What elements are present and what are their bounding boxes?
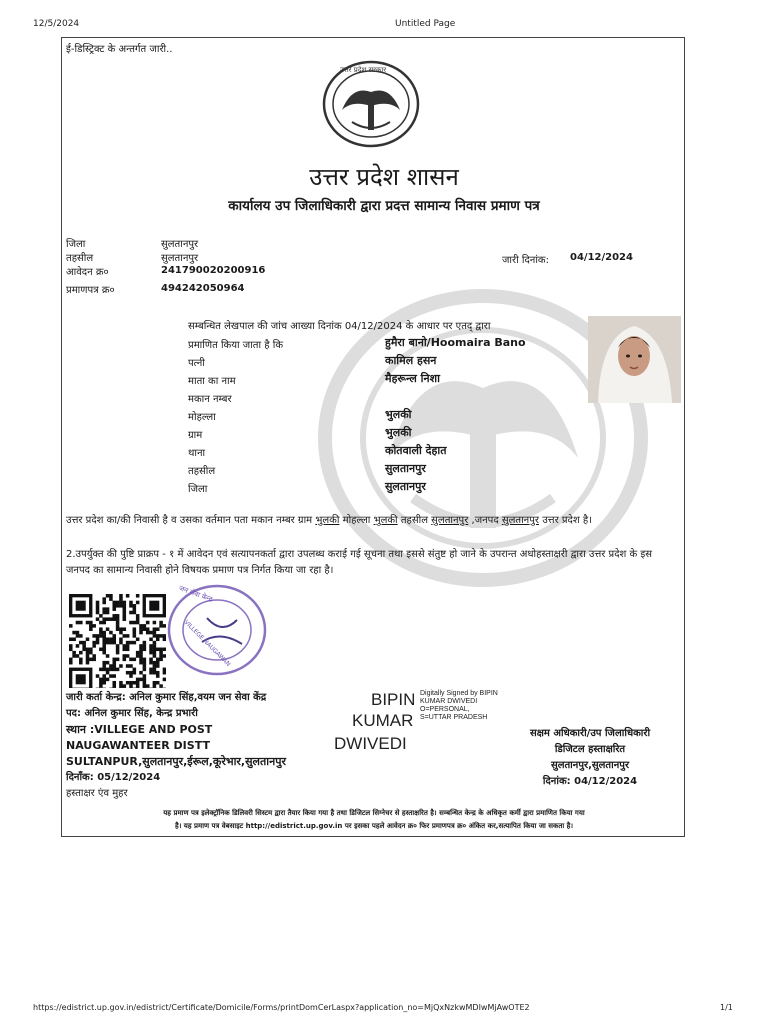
detail-police-station-label: थाना (188, 448, 206, 459)
emblem-caption: उत्तर प्रदेश सरकार (340, 66, 387, 74)
print-page-title: Untitled Page (395, 19, 456, 29)
issuer-date: दिनाँक: 05/12/2024 (66, 772, 161, 783)
issued-under-text: ई-डिस्ट्रिक्ट के अन्तर्गत जारी.. (66, 44, 173, 55)
detail-district-label: जिला (188, 484, 208, 495)
issue-date-label: जारी दिनांक: (502, 255, 549, 266)
certificate-subtitle: कार्यालय उप जिलाधिकारी द्वारा प्रदत्त सामान्य निवास प्रमाण पत्र (228, 198, 540, 214)
issuer-designation: पद: अनिल कुमार सिंह, केन्द्र प्रभारी (66, 708, 198, 719)
authority-title: सक्षम अधिकारी/उप जिलाधिकारी (529, 728, 651, 739)
authority-place: सुलतानपुर,सुलतानपुर (550, 760, 630, 771)
signer-name-line1: BIPIN (371, 690, 416, 709)
detail-district-value: सुलतानपुर (385, 480, 426, 493)
detail-tehsil-value: सुलतानपुर (385, 462, 426, 475)
detail-mother-value: मैहरून्ल निशा (385, 372, 440, 385)
authority-block (500, 726, 680, 790)
detail-house-label: मकान नम्बर (188, 394, 232, 405)
meta-certificate-value: 494242050964 (161, 283, 245, 294)
footer-note-line2: है। यह प्रमाण पत्र वेबसाइट http://edistrict.up.gov.in पर इसका पहले आवेदन क्र० फिर प्रमाणपत्र क्र० अंकित कर,सत्यापित किया जा सकता है। (175, 822, 573, 830)
detail-tehsil-label: तहसील (188, 466, 216, 477)
detail-village-value: भुलकी (385, 426, 412, 439)
meta-district-label: जिला (66, 239, 86, 250)
issuer-place-line3: SULTANPUR,सुलतानपुर,ईरूल,कूरेभार,सुलतानपुर (66, 755, 286, 768)
detail-village-label: ग्राम (188, 430, 203, 441)
verification-intro: सम्बन्धित लेखपाल की जांच आख्या दिनांक 04/12/2024 के आधार पर एतद् द्वारा (188, 321, 491, 332)
authority-date: दिनांक: 04/12/2024 (542, 776, 638, 787)
applicant-photo (588, 316, 681, 403)
issuer-center: जारी कर्ता केन्द्र: अनिल कुमार सिंह,वयम जन सेवा केंद्र (66, 692, 267, 703)
stamp-seal (162, 580, 272, 680)
detail-mother-label: माता का नाम (188, 376, 236, 387)
detail-spouse-value: कामिल हसन (385, 354, 437, 367)
authority-digital: डिजिटल हस्ताक्षरित (554, 744, 626, 755)
print-page-number: 1/1 (720, 1003, 733, 1012)
print-date: 12/5/2024 (33, 19, 80, 29)
signer-name-line3: DWIVEDI (334, 734, 407, 753)
issuer-block (66, 690, 336, 802)
detail-spouse-label: पत्नी (188, 358, 205, 369)
detail-mohalla-label: मोहल्ला (188, 412, 216, 423)
stamp-text: जन सेवा केन्द्र (177, 584, 214, 604)
issuer-place: स्थान :VILLEGE AND POST (66, 723, 213, 736)
detail-police-station-value: कोतवाली देहात (385, 444, 447, 457)
detail-certified-label: प्रमाणित किया जाता है कि (188, 340, 284, 351)
detail-name-value: हुमैरा बानो/Hoomaira Bano (385, 336, 526, 349)
issuer-signature-label: हस्ताक्षर एंव मुहर (66, 788, 128, 799)
meta-tehsil-label: तहसील (66, 253, 94, 264)
meta-tehsil-value: सुलतानपुर (161, 253, 199, 264)
issue-date-value: 04/12/2024 (570, 252, 633, 263)
meta-application-label: आवेदन क्र० (66, 267, 109, 278)
issuer-place-line2: NAUGAWANTEER DISTT (66, 739, 210, 752)
signer-meta: Digitally Signed by BIPIN KUMAR DWIVEDI O=PERSONAL, S=UTTAR PRADESH (420, 690, 498, 721)
meta-block (66, 236, 306, 296)
meta-application-value: 241790020200916 (161, 265, 266, 276)
meta-certificate-label: प्रमाणपत्र क्र० (66, 285, 115, 296)
print-url: https://edistrict.up.gov.in/edistrict/Certificate/Domicile/Forms/printDomCerLaspx?application_no=MjQxNzkwMDIwMjAwOTE2 (33, 1003, 530, 1012)
verification-qr-code (69, 594, 166, 688)
stamp-place: VILLEGE NAUGAWAN (182, 618, 232, 669)
certificate-title: उत्तर प्रदेश शासन (309, 163, 459, 191)
residence-paragraph: उत्तर प्रदेश का/की निवासी है व उसका वर्तमान पता मकान नम्बर ग्राम भुलकी मोहल्ला भुलकी तहसील सुलतानपुर ,जनपद सुलतानपुर उत्तर प्रदेश है। (66, 515, 592, 526)
confirmation-paragraph: 2.उपर्युक्त की पुष्टि प्राक्रप - १ में आवेदन एवं सत्यापनकर्ता द्वारा उपलब्ध कराई गई सूचना तथा इससे संतुष्ट हो जाने के उपरान्त अधोहस्ताक्षरी द्वारा उत्तर प्रदेश के इस जनपद का सामान्य निवासी होने विषयक प्रमाण पत्र निर्गत किया जा रहा है। (66, 549, 653, 576)
signer-name-line2: KUMAR (352, 711, 414, 730)
detail-mohalla-value: भुलकी (385, 408, 412, 421)
footer-note-line1: यह प्रमाण पत्र इलेक्ट्रॉनिक डिलिवरी सिस्टम द्वारा तैयार किया गया है तथा डिजिटल सिग्नेचर से हस्ताक्षरित है। सम्बन्धित केन्द्र के अधिकृत कर्मी द्वारा प्रमाणित किया गया (163, 809, 585, 817)
meta-district-value: सुलतानपुर (161, 239, 199, 250)
